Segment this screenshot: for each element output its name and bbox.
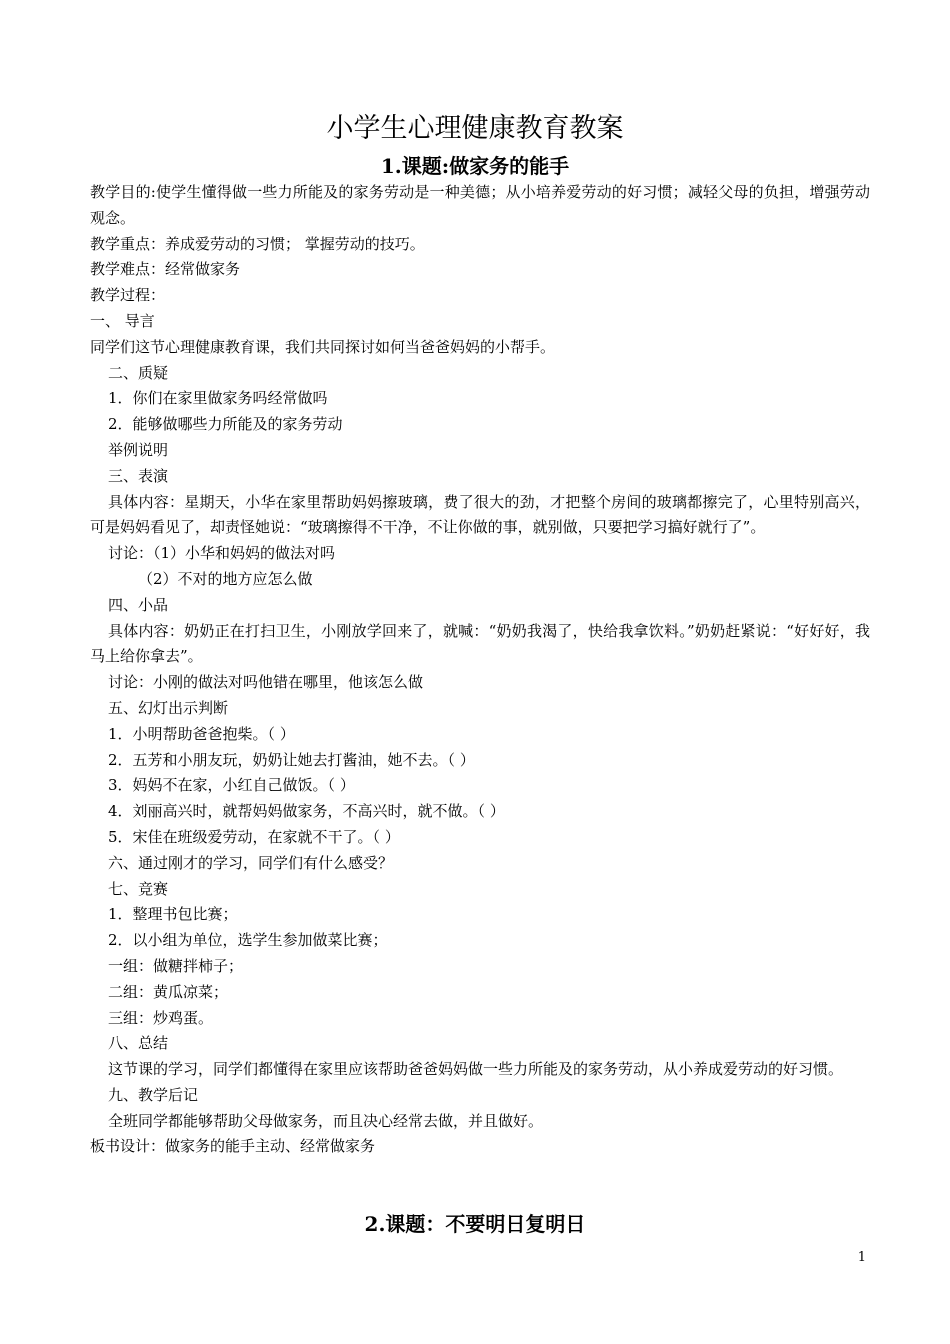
section-heading: 七、竞赛	[108, 879, 169, 898]
discussion-question: 讨论：小刚的做法对吗他错在哪里，他该怎么做	[108, 673, 424, 692]
judgement-item: 4．刘丽高兴时，就帮妈妈做家务，不高兴时，就不做。（ ）	[108, 802, 505, 821]
performance-content: 具体内容：星期天，小华在家里帮助妈妈擦玻璃，费了很大的劲，才把整个房间的玻璃都擦完了，心里特别高兴，可是妈妈看见了，却责怪她说：“玻璃擦得不干净，不让你做的事，就别做，只要把学习搞好就行了”。	[90, 492, 870, 537]
group-item: 三组：炒鸡蛋。	[108, 1008, 214, 1027]
judgement-item: 2．五芳和小朋友玩，奶奶让她去打酱油，她不去。（ ）	[108, 750, 475, 769]
list-item: 2．以小组为单位，选学生参加做菜比赛；	[108, 931, 388, 950]
judgement-item: 1．小明帮助爸爸抱柴。（ ）	[108, 724, 295, 743]
paragraph: 全班同学都能够帮助父母做家务，而且决心经常去做，并且做好。	[108, 1111, 544, 1130]
teaching-goal: 教学目的:使学生懂得做一些力所能及的家务劳动是一种美德；从小培养爱劳动的好习惯；减轻父母的负担，增强劳动观念。	[90, 183, 870, 227]
group-item: 一组：做糖拌柿子；	[108, 956, 244, 975]
lesson-1-heading: 1.课题:做家务的能手	[380, 154, 570, 178]
teaching-focus: 教学重点：养成爱劳动的习惯； 掌握劳动的技巧。	[90, 234, 425, 253]
section-heading: 二、质疑	[108, 363, 169, 382]
lesson-1-body	[90, 180, 870, 1160]
list-item: 2．能够做哪些力所能及的家务劳动	[108, 415, 343, 434]
judgement-item: 5．宋佳在班级爱劳动，在家就不干了。（ ）	[108, 827, 400, 846]
discussion-question: 讨论：（1）小华和妈妈的做法对吗	[108, 544, 336, 563]
summary-paragraph: 这节课的学习，同学们都懂得在家里应该帮助爸爸妈妈做一些力所能及的家务劳动，从小养成爱劳动的好习惯。	[108, 1060, 844, 1079]
section-heading: 三、表演	[108, 466, 169, 485]
judgement-item: 3．妈妈不在家，小红自己做饭。（ ）	[108, 776, 355, 795]
list-item: 1．整理书包比赛；	[108, 905, 238, 924]
lesson-2-heading: 2.课题：不要明日复明日	[364, 1212, 586, 1236]
discussion-question: （2）不对的地方应怎么做	[138, 569, 313, 588]
section-heading: 四、小品	[108, 595, 169, 614]
section-heading: 八、总结	[108, 1034, 169, 1053]
section-heading: 五、幻灯出示判断	[108, 698, 229, 717]
teaching-difficulty: 教学难点：经常做家务	[90, 260, 241, 279]
section-heading: 六、通过刚才的学习，同学们有什么感受？	[108, 853, 394, 872]
group-item: 二组：黄瓜凉菜；	[108, 982, 229, 1001]
paragraph: 同学们这节心理健康教育课，我们共同探讨如何当爸爸妈妈的小帮手。	[90, 337, 556, 356]
page-number: 1	[857, 1250, 866, 1265]
paragraph: 举例说明	[108, 440, 169, 459]
document-title: 小学生心理健康教育教案	[326, 113, 624, 144]
sketch-content: 具体内容：奶奶正在打扫卫生，小刚放学回来了，就喊：“奶奶我渴了，快给我拿饮料。”奶奶赶紧说：“好好好，我马上给你拿去”。	[90, 621, 870, 666]
teaching-process-label: 教学过程：	[90, 286, 166, 305]
blackboard-design: 板书设计：做家务的能手主动、经常做家务	[90, 1137, 376, 1156]
section-heading: 一、 导言	[90, 311, 155, 330]
section-heading: 九、教学后记	[108, 1085, 199, 1104]
list-item: 1．你们在家里做家务吗经常做吗	[108, 389, 328, 408]
